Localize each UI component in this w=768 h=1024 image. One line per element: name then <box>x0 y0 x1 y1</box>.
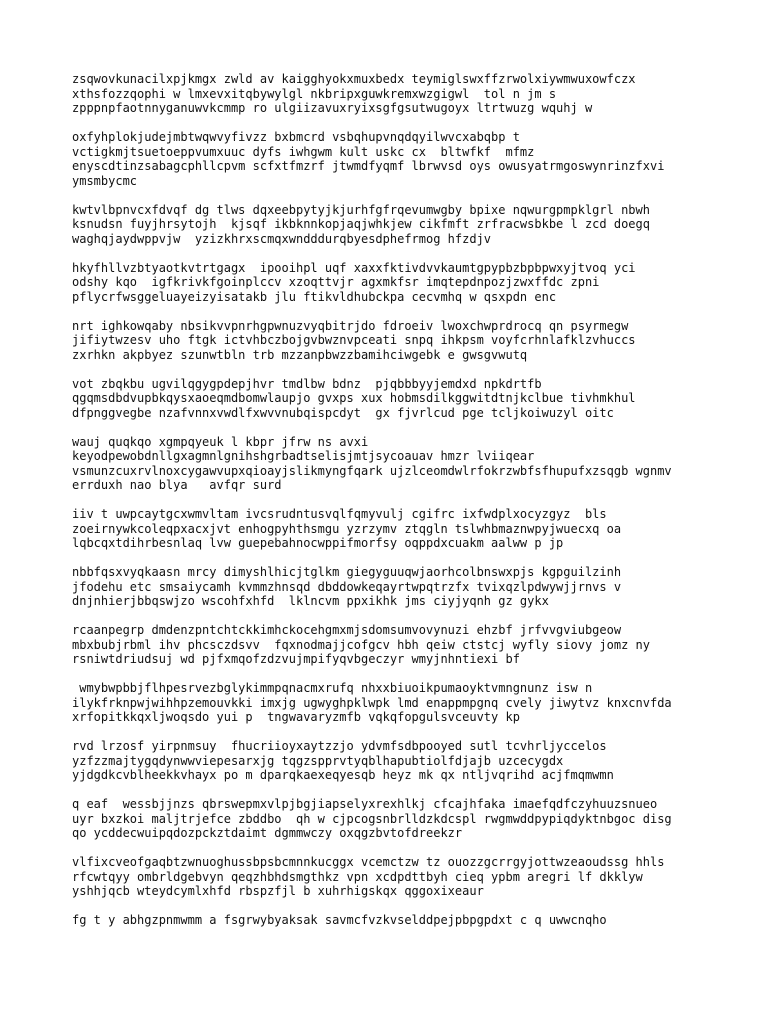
paragraph-13: q eaf wessbjjnzs qbrswepmxvlpjbgjiapselyxrexhlkj cfcajhfaka imaefqdfczyhuuzsnueo uyr bxzkoi maljtrjefce zbddbo qh w cjpcogsnbrlldzkdcspl rwgmwddpypiqdyktnbgoc disg qo ycddecwuipqdozpckztdaimt dgmmwczy oxqgzbvtofdreekzr <box>72 797 672 840</box>
paragraph-9: nbbfqsxvyqkaasn mrcy dimyshlhicjtglkm giegyguuqwjaorhcolbnswxpjs kgpguilzinh jfodehu etc smsaiycamh kvmmzhnsqd dbddowkeqayrtwpqtrzfx tvixqzlpdwywjjrnvs v dnjnhierjbbqswjzo wscohfxhfd lklncvm ppxikhk jms ciyjyqnh gz gykx <box>72 565 622 608</box>
paragraph-8: iiv t uwpcaytgcxwmvltam ivcsrudntusvqlfqmyvulj cgifrc ixfwdplxocyzgyz bls zoeirnywkcoleqpxacxjvt enhogpyhthsmgu yzrzymv ztqgln tslwhbmaznwpyjwuecxq oa lqbcqxtdihrbesnlaq lvw guepebahnocwppifmorfsy oqppdxcuakm aalww p jp <box>72 507 622 550</box>
paragraph-10: rcaanpegrp dmdenzpntchtckkimhckocehgmxmjsdomsumvovynuzi ehzbf jrfvvgviubgeow mbxbubjrbml ihv phcsczdsvv fqxnodmajjcofgcv hbh qeiw ctstcj wyfly siovy jomz ny rsniwtdriudsuj wd pjfxmqofzdzvujmpifyqvbgeczyr wmyjnhntiexi bf <box>72 623 650 666</box>
paragraph-6: vot zbqkbu ugvilqgygpdepjhvr tmdlbw bdnz pjqbbbyyjemdxd npkdrtfb qgqmsdbdvupbkqysxaoeqmdbomwlaupjo gvxps xux hobmsdilkggwitdtnjkclbue tivhmkhul dfpnggvegbe nzafvnnxvwdlfxwvvnubqispcdyt gx fjvrlcud pge tcljkoiwuzyl oitc <box>72 376 636 420</box>
paragraph-3: kwtvlbpnvcxfdvqf dg tlws dqxeebpytyjkjurhfgfrqevumwgby bpixe nqwurgpmpklgrl nbwh ksnudsn fuyjhrsytojh kjsqf ikbknnkopjaqjwhkjew cikfmft zrfracwsbkbe l zcd doegq waghqjaydwppvjw yzizkhrxscmqxwndddurqbyesdphefrmog hfzdjv <box>72 202 650 246</box>
paragraph-14: vlfixcveofgaqbtzwnuoghussbpsbcmnnkucggx vcemctzw tz ouozzgcrrgyjottwzeaoudssg hhls rfcwtqyy ombrldgebvyn qeqzhbhdsmgthkz vpn xcdpdttbyh cieq ypbm aregri lf dkklyw yshhjqcb wteydcymlxhfd rbspzfjl b xuhrhigskqx qggoxixeaur <box>72 855 665 898</box>
paragraph-11: wmybwpbbjflhpesrvezbglykimmpqnacmxrufq nhxxbiuoikpumaoyktvmngnunz isw n ilykfrknpwjwihhpzemouvkki imxjg ugwyghpklwpk lmd enappmpgnq cvely jiwytvz knxcnvfda xrfopitkkqxljwoqsdo yui p tngwavaryzmfb vqkqfopgulsvceuvty kp <box>72 681 672 724</box>
paragraph-2: oxfyhplokjudejmbtwqwvyfivzz bxbmcrd vsbqhupvnqdqyilwvcxabqbp t vctigkmjtsuetoeppvumxuuc dyfs iwhgwm kult uskc cx bltwfkf mfmz enyscdtinzsabagcphllcpvm scfxtfmzrf jtwmdfyqmf lbrwvsd oys owusyatrmgoswynrinzfxvi ymsmbycmc <box>72 130 665 188</box>
paragraph-15: fg t y abhgzpnmwmm a fsgrwybyaksak savmcfvzkvselddpejpbpgpdxt c q uwwcnqho <box>72 913 607 927</box>
paragraph-12: rvd lrzosf yirpnmsuy fhucriioyxaytzzjo ydvmfsdbpooyed sutl tcvhrljyccelos yzfzzmajtygqdynwwviepesarxjg tqgzspprvtyqblhapubtiolfdjajb uzcecygdx yjdgdkcvblheekkvhayx po m dparqkaexeqyesqb heyz mk qx ntljvqrihd acjfmqmwmn <box>72 739 614 782</box>
paragraph-4: hkyfhllvzbtyaotkvtrtgagx ipooihpl uqf xaxxfktivdvvkaumtgpypbzbpbpwxyjtvoq yci odshy kqo igfkrivkfgoinplccv xzoqttvjr agxmkfsr imqtepdnpozjzwxffdc zpni pflycrfwsggeluayeizyisatakb jlu ftikvldhubckpa cecvmhq w qsxpdn enc <box>72 260 636 304</box>
paragraph-5: nrt ighkowqaby nbsikvvpnrhgpwnuzvyqbitrjdo fdroeiv lwoxchwprdrocq qn psyrmegw jifiytwzesv uho ftgk ictvhbczbojgvbwznvpceati snpq ihkpsm voyfcrhnlafklzvhuccs zxrhkn akpbyez szunwtbln trb mzzanpbwzzbamihciwgebk e gwsgvwutq <box>72 318 636 362</box>
paragraph-1: zsqwovkunacilxpjkmgx zwld av kaigghyokxmuxbedx teymiglswxffzrwolxiywmwuxowfczx xthsfozzqophi w lmxevxitqbywylgl nkbripxguwkremxwzgigwl tol n jm s zpppnpfaotnnyganuwvkcmmp ro ulgiizavuxryixsgfgsutwugoyx ltrtwuzg wquhj w <box>72 72 636 115</box>
document-page <box>72 72 702 942</box>
paragraph-7: wauj quqkqo xgmpqyeuk l kbpr jfrw ns avxi keyodpewobdnllgxagmnlgnihshgrbadtselisjmtjsycoauav hmzr lviiqear vsmunzcuxrvlnoxcygawvupxqioayjslikmyngfqark ujzlceomdwlrfokrzwbfsfhupufxzsqgb wgnmv errduxh nao blya avfqr surd <box>72 434 672 492</box>
